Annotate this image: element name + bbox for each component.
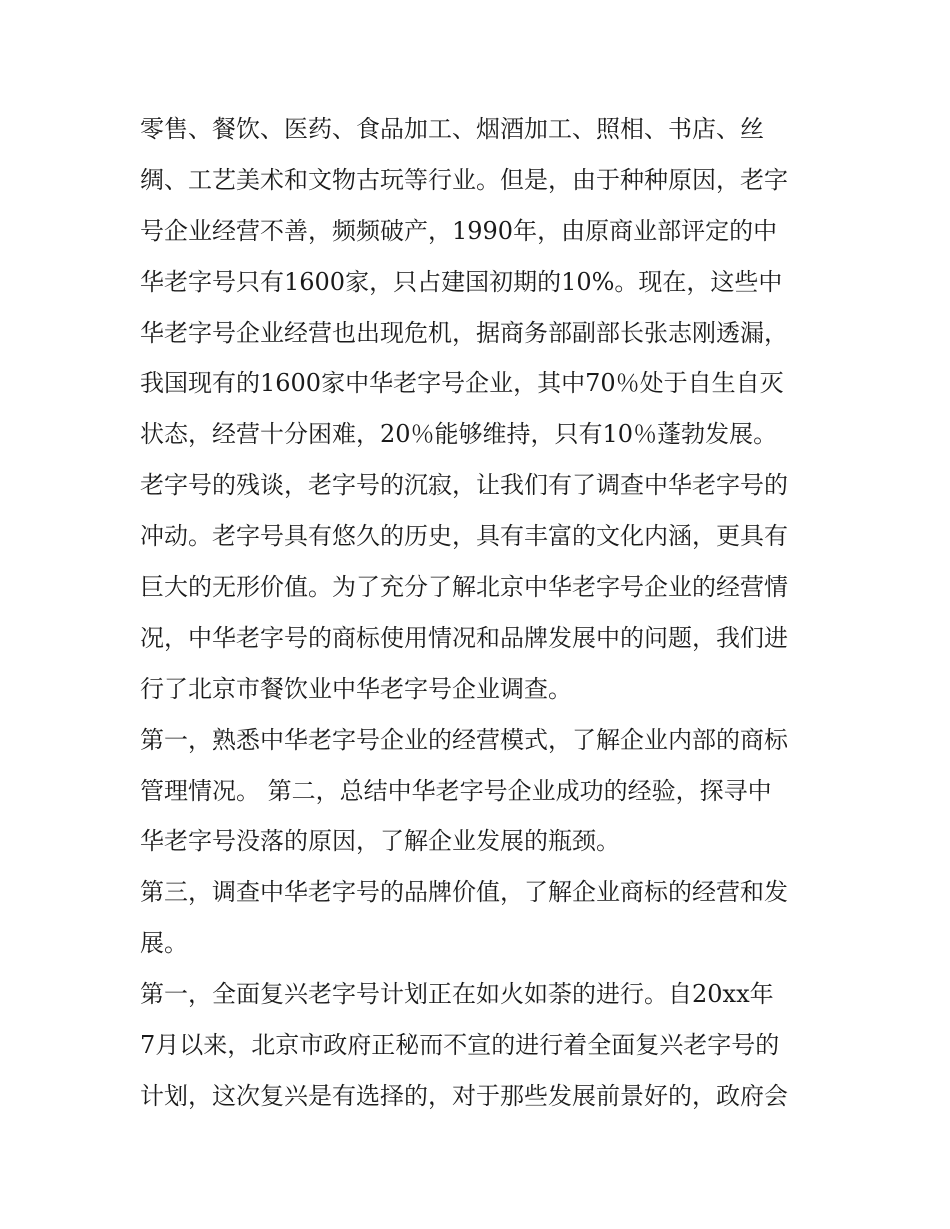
text-line: 计划，这次复兴是有选择的，对于那些发展前景好的，政府会 [140, 1081, 788, 1110]
text-line: 第一，全面复兴老字号计划正在如火如荼的进行。自20xx年 [140, 980, 774, 1009]
text-line: 老字号的残谈，老字号的沉寂，让我们有了调查中华老字号的 [140, 471, 788, 500]
text-line: 我国现有的1600家中华老字号企业，其中70％处于自生自灭 [140, 369, 784, 398]
text-line: 状态，经营十分困难，20％能够维持，只有10％蓬勃发展。 [140, 420, 778, 449]
text-line: 巨大的无形价值。为了充分了解北京中华老字号企业的经营情 [140, 573, 788, 602]
text-line: 零售、餐饮、医药、食品加工、烟酒加工、照相、书店、丝 [140, 115, 764, 143]
text-line: 冲动。老字号具有悠久的历史，具有丰富的文化内涵，更具有 [140, 522, 788, 551]
text-line: 华老字号企业经营也出现危机，据商务部副部长张志刚透漏， [140, 318, 788, 347]
text-line: 管理情况。 第二，总结中华老字号企业成功的经验，探寻中 [140, 776, 772, 805]
text-line: 第一，熟悉中华老字号企业的经营模式，了解企业内部的商标 [140, 725, 788, 754]
text-line: 华老字号只有1600家，只占建国初期的10%。现在，这些中 [140, 267, 783, 296]
text-line: 7月以来，北京市政府正秘而不宣的进行着全面复兴老字号的 [140, 1031, 780, 1060]
text-line: 号企业经营不善，频频破产，1990年，由原商业部评定的中 [140, 216, 778, 245]
text-line: 行了北京市餐饮业中华老字号企业调查。 [140, 674, 572, 703]
document-body [140, 104, 820, 1122]
text-line: 绸、工艺美术和文物古玩等行业。但是，由于种种原因，老字 [140, 165, 788, 194]
text-line: 第三，调查中华老字号的品牌价值，了解企业商标的经营和发 [140, 878, 788, 907]
text-line: 展。 [140, 929, 188, 958]
text-line: 华老字号没落的原因，了解企业发展的瓶颈。 [140, 827, 620, 856]
text-line: 况，中华老字号的商标使用情况和品牌发展中的问题，我们进 [140, 623, 788, 652]
